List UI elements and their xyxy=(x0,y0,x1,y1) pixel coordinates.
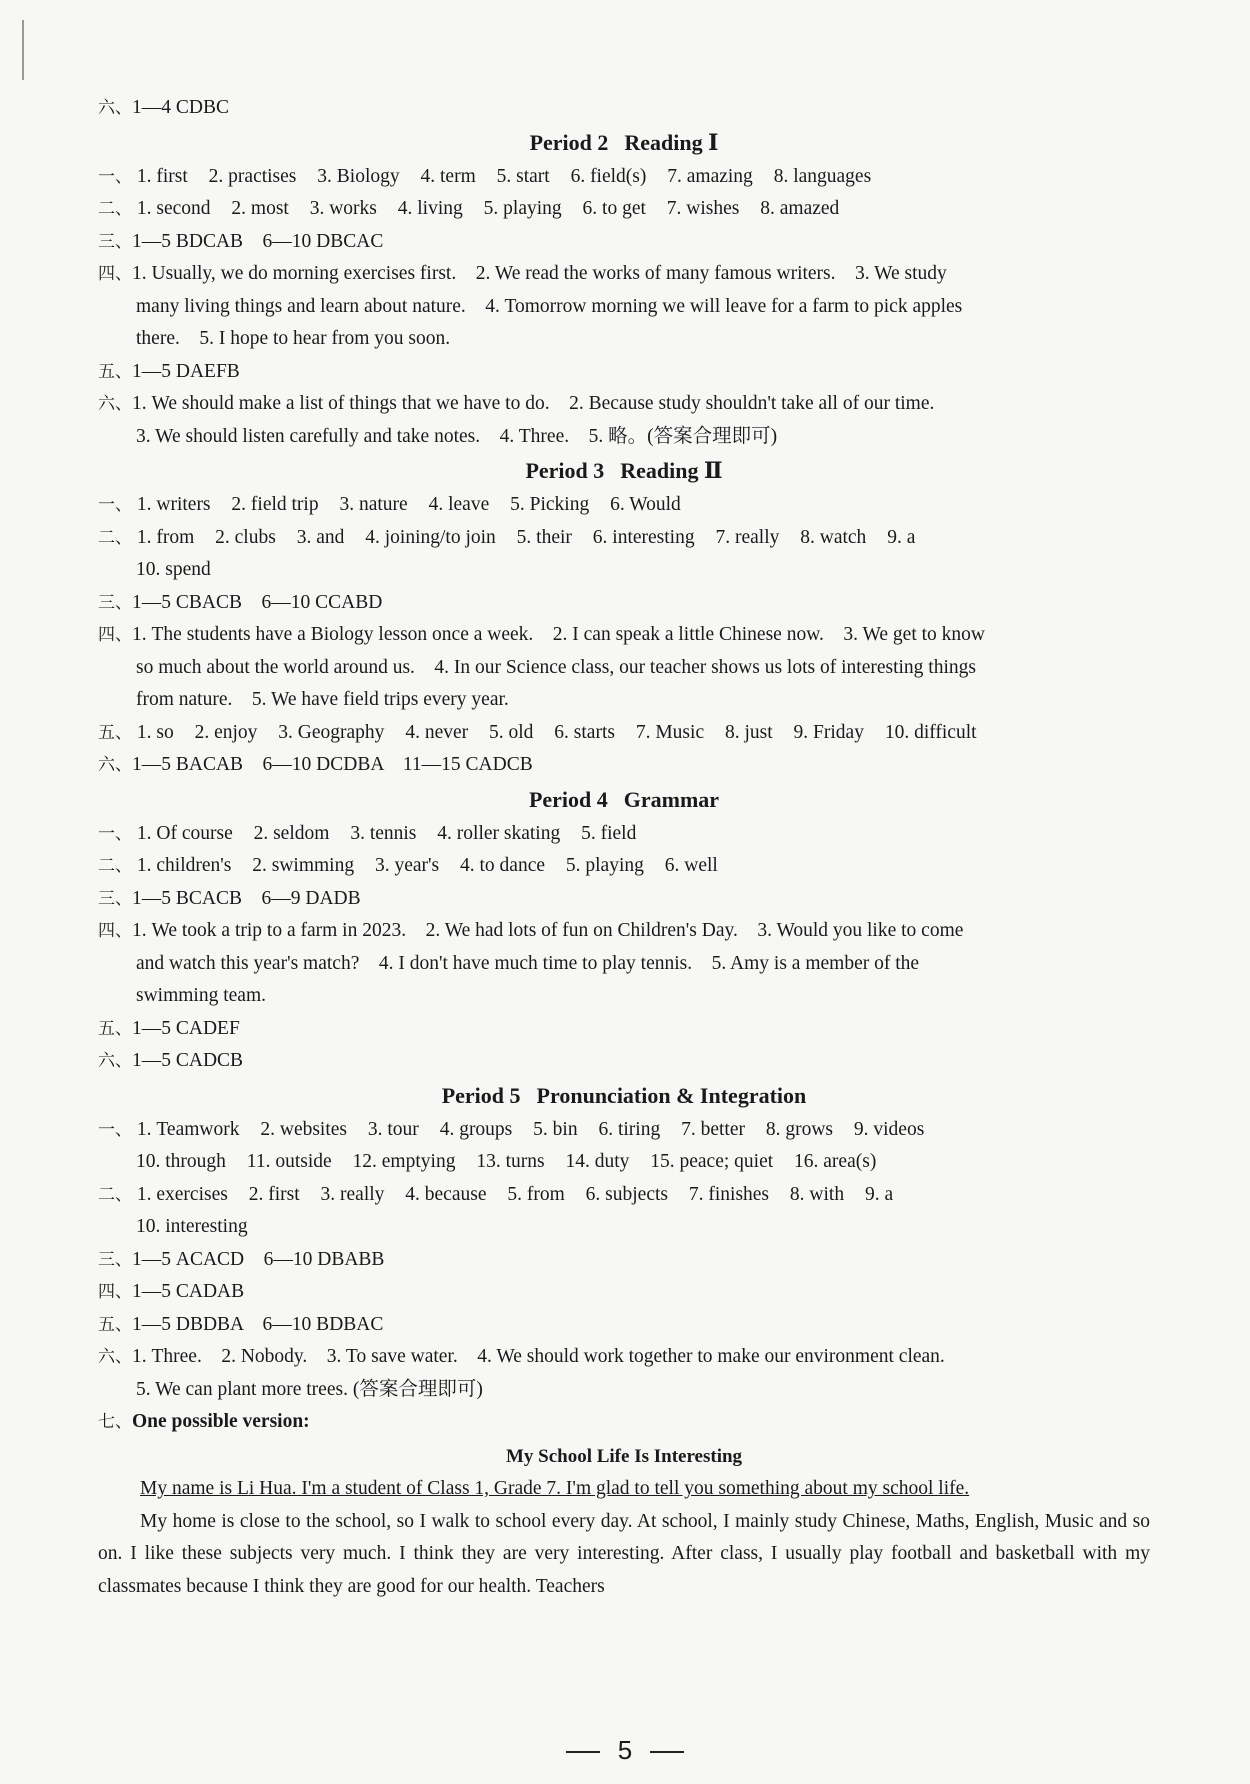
p3-section-4-line2: so much about the world around us. 4. In our Science class, our teacher shows us lots of interesting things xyxy=(136,656,976,678)
p2-section-6: 六、1. We should make a list of things that we have to do. 2. Because study shouldn't take all of our time. xyxy=(98,393,935,414)
p2-section-2: 二、 1. second 2. most 3. works 4. living 5. playing 6. to get 7. wishes 8. amazed xyxy=(98,198,840,219)
p5-section-4: 四、1—5 CADAB xyxy=(98,1281,245,1302)
p5-section-2: 二、 1. exercises 2. first 3. really 4. because 5. from 6. subjects 7. finishes 8. with 9. a xyxy=(98,1183,894,1205)
p3-section-2-line2: 10. spend xyxy=(136,559,211,580)
p2-section-4-line2: many living things and learn about nature. 4. Tomorrow morning we will leave for a farm to pick apples xyxy=(136,295,963,317)
period2-heading: Period 2 Reading Ⅰ xyxy=(529,129,719,155)
p4-section-4: 四、1. We took a trip to a farm in 2023. 2. We had lots of fun on Children's Day. 3. Would you like to come xyxy=(98,920,964,941)
p3-section-1: 一、 1. writers 2. field trip 3. nature 4. leave 5. Picking 6. Would xyxy=(98,494,681,515)
p5-section-1: 一、 1. Teamwork 2. websites 3. tour 4. groups 5. bin 6. tiring 7. better 8. grows 9. videos xyxy=(98,1118,925,1140)
p3-section-2: 二、 1. from 2. clubs 3. and 4. joining/to join 5. their 6. interesting 7. really 8. watch 9. a xyxy=(98,526,916,548)
p2-section-3: 三、1—5 BDCAB 6—10 DBCAC xyxy=(98,230,384,252)
essay-title: My School Life Is Interesting xyxy=(505,1445,743,1467)
p4-section-4-line3: swimming team. xyxy=(136,985,266,1006)
p5-section-1-line2: 10. through 11. outside 12. emptying 13. turns 14. duty 15. peace; quiet 16. area(s) xyxy=(136,1151,877,1172)
p3-section-3: 三、1—5 CBACB 6—10 CCABD xyxy=(98,591,383,613)
p5-section-5: 五、1—5 DBDBA 6—10 BDBAC xyxy=(98,1313,384,1335)
p2-section-4: 四、1. Usually, we do morning exercises first. 2. We read the works of many famous writers. 3. We study xyxy=(98,263,947,284)
top-section-6: 六、1—4 CDBC xyxy=(98,97,229,118)
p4-section-6: 六、1—5 CADCB xyxy=(98,1050,244,1071)
essay-paragraph-2: My home is close to the school, so I walk to school every day. At school, I mainly study Chinese, Maths, English, Music and so on. I like these subjects very much. I think they are very interesting. After class, I usually play football and basketball with my classmates because I think they are good for our health. Teachers xyxy=(98,1510,1150,1597)
p3-section-4-line3: from nature. 5. We have field trips every year. xyxy=(136,689,509,710)
dash-right xyxy=(650,1751,684,1753)
p2-section-1: 一、 1. first 2. practises 3. Biology 4. term 5. start 6. field(s) 7. amazing 8. languages xyxy=(98,165,872,187)
p4-section-4-line2: and watch this year's match? 4. I don't have much time to play tennis. 5. Amy is a member of the xyxy=(136,952,920,974)
p5-section-2-line2: 10. interesting xyxy=(136,1216,248,1237)
p3-section-6: 六、1—5 BACAB 6—10 DCDBA 11—15 CADCB xyxy=(98,754,533,775)
p2-section-4-line3: there. 5. I hope to hear from you soon. xyxy=(136,328,451,349)
p2-section-6-line2: 3. We should listen carefully and take notes. 4. Three. 5. 略。(答案合理即可) xyxy=(136,425,778,447)
answer-content xyxy=(98,92,1150,1603)
p5-section-7: 七、One possible version: xyxy=(98,1411,310,1432)
period4-heading: Period 4 Grammar xyxy=(528,786,720,812)
page-number: 5 xyxy=(0,1735,1250,1766)
p5-section-6-line2: 5. We can plant more trees. (答案合理即可) xyxy=(136,1378,483,1400)
p5-section-3: 三、1—5 ACACD 6—10 DBABB xyxy=(98,1248,385,1270)
p2-section-5: 五、1—5 DAEFB xyxy=(98,360,240,382)
p4-section-3: 三、1—5 BCACB 6—9 DADB xyxy=(98,887,361,909)
p4-section-5: 五、1—5 CADEF xyxy=(98,1017,240,1039)
p3-section-5: 五、 1. so 2. enjoy 3. Geography 4. never 5. old 6. starts 7. Music 8. just 9. Friday 10. difficult xyxy=(98,721,977,743)
p4-section-1: 一、 1. Of course 2. seldom 3. tennis 4. roller skating 5. field xyxy=(98,822,637,844)
p5-section-6: 六、1. Three. 2. Nobody. 3. To save water. 4. We should work together to make our environment clean. xyxy=(98,1346,945,1367)
essay-paragraph-1: My name is Li Hua. I'm a student of Class 1, Grade 7. I'm glad to tell you something about my school life. xyxy=(140,1478,970,1499)
period5-heading: Period 5 Pronunciation & Integration xyxy=(441,1082,807,1108)
period3-heading: Period 3 Reading Ⅱ xyxy=(525,458,723,483)
dash-left xyxy=(566,1751,600,1753)
p4-section-2: 二、 1. children's 2. swimming 3. year's 4. to dance 5. playing 6. well xyxy=(98,855,718,876)
p3-section-4: 四、1. The students have a Biology lesson once a week. 2. I can speak a little Chinese now. 3. We get to know xyxy=(98,624,985,645)
margin-rule xyxy=(22,20,24,80)
